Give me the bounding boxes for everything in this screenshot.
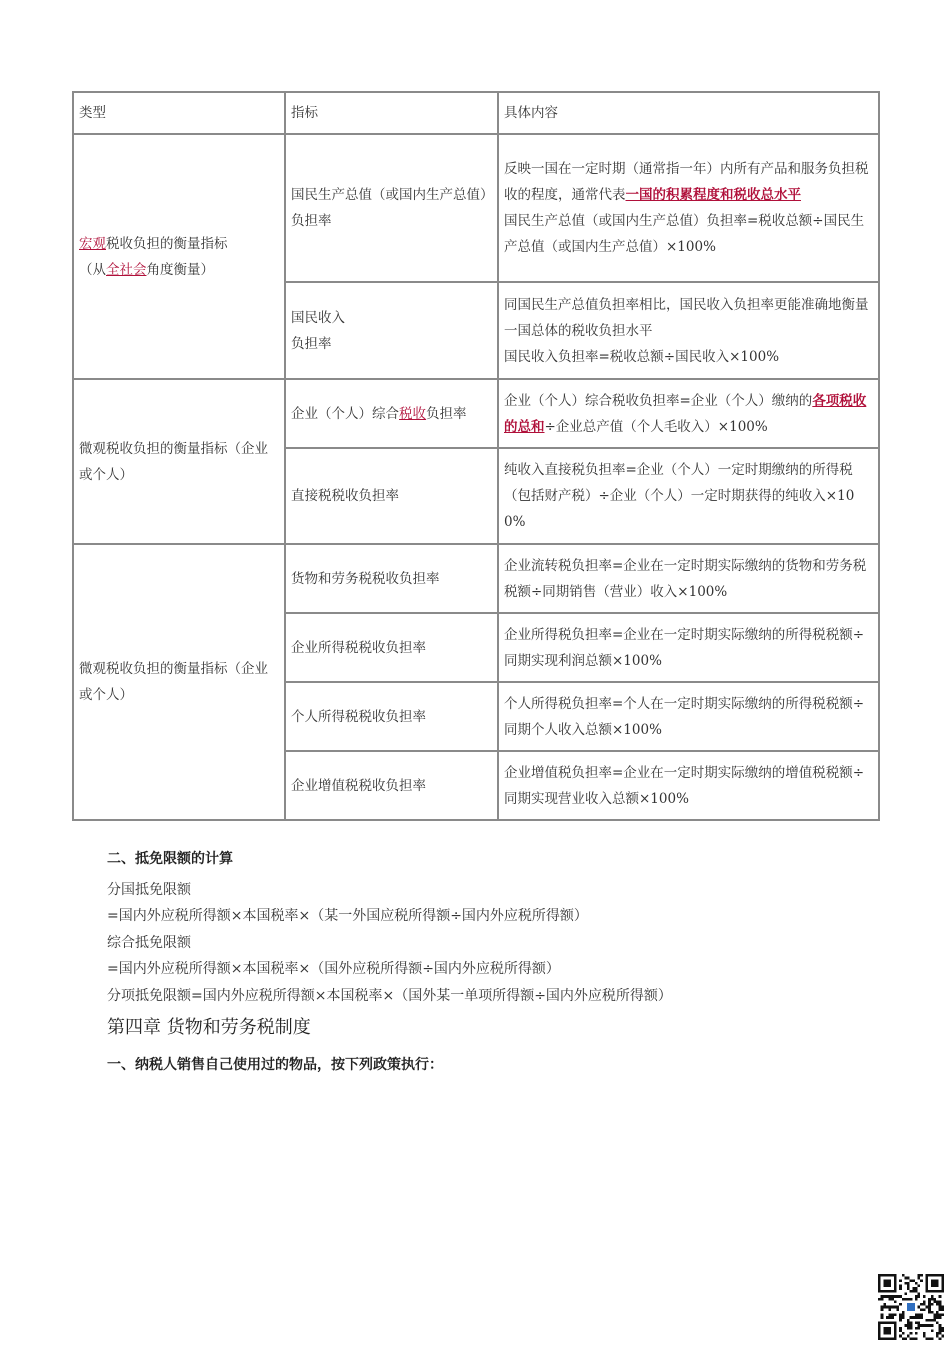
header-indicator: 指标 (285, 92, 498, 134)
composite-indicator-cell: 企业（个人）综合税收负担率 (285, 379, 498, 448)
header-type: 类型 (73, 92, 285, 134)
ni-formula: 国民收入负担率=税收总额÷国民收入×100% (504, 348, 780, 365)
ni-content-cell: 同国民生产总值负担率相比，国民收入负担率更能准确地衡量一国总体的税收负担水平 国民收入负担率=税收总额÷国民收入×100% (498, 282, 879, 379)
direct-indicator-cell: 直接税税收负担率 (285, 448, 498, 544)
table-row (73, 134, 879, 282)
vat-indicator-cell: 企业增值税税收负担率 (285, 751, 498, 820)
direct-content-cell: 纯收入直接税负担率=企业（个人）一定时期缴纳的所得税（包括财产税）÷企业（个人）一定时期获得的纯收入×100% (498, 448, 879, 544)
gnp-indicator-cell: 国民生产总值（或国内生产总值）负担率 (285, 134, 498, 282)
section-heading-credit-limit: 二、抵免限额的计算 (107, 851, 233, 867)
chapter-title: 第四章 货物和劳务税制度 (107, 1017, 311, 1038)
text-line: 综合抵免限额 (107, 935, 191, 951)
tax-burden-table (72, 91, 880, 821)
gnp-formula: 国民生产总值（或国内生产总值）负担率=税收总额÷国民生产总值（或国内生产总值）×100% (504, 213, 865, 255)
highlight-tax: 税收 (399, 405, 426, 422)
macro-type-cell: 宏观税收负担的衡量指标 （从全社会角度衡量） (73, 134, 285, 379)
corp-income-content-cell: 企业所得税负担率=企业在一定时期实际缴纳的所得税税额÷同期实现利润总额×100% (498, 613, 879, 682)
text-line: 分项抵免限额=国内外应税所得额×本国税率×（国外某一单项所得额÷国内外应税所得额） (107, 988, 672, 1004)
micro-type-cell-1: 微观税收负担的衡量指标（企业或个人） (73, 379, 285, 544)
personal-income-content-cell: 个人所得税负担率=个人在一定时期实际缴纳的所得税税额÷同期个人收入总额×100% (498, 682, 879, 751)
qr-code-icon (878, 1274, 944, 1340)
text-line: =国内外应税所得额×本国税率×（国外应税所得额÷国内外应税所得额） (107, 961, 560, 977)
text-line: =国内外应税所得额×本国税率×（某一外国应税所得额÷国内外应税所得额） (107, 908, 588, 924)
composite-content-cell: 企业（个人）综合税收负担率=企业（个人）缴纳的各项税收的总和÷企业总产值（个人毛收入）×100% (498, 379, 879, 448)
goods-content-cell: 企业流转税负担率=企业在一定时期实际缴纳的货物和劳务税税额÷同期销售（营业）收入×100% (498, 544, 879, 613)
highlight-accumulation: 一国的积累程度和税收总水平 (625, 187, 801, 203)
micro-type-cell-2: 微观税收负担的衡量指标（企业或个人） (73, 544, 285, 820)
highlight-total-taxes: 各项税收的总和 (504, 392, 867, 435)
personal-income-indicator-cell: 个人所得税税收负担率 (285, 682, 498, 751)
ni-indicator-cell: 国民收入 负担率 (285, 282, 498, 379)
header-content: 具体内容 (498, 92, 879, 134)
table-row (73, 544, 879, 613)
highlight-macro: 宏观 (79, 235, 106, 252)
corp-income-indicator-cell: 企业所得税税收负担率 (285, 613, 498, 682)
text-line: 分国抵免限额 (107, 882, 191, 898)
table-row (73, 379, 879, 448)
highlight-whole-society: 全社会 (106, 261, 147, 278)
gnp-content-cell: 反映一国在一定时期（通常指一年）内所有产品和服务负担税收的程度，通常代表一国的积累程度和税收总水平 国民生产总值（或国内生产总值）负担率=税收总额÷国民生产总值（或国内生产总值）×100% (498, 134, 879, 282)
vat-content-cell: 企业增值税负担率=企业在一定时期实际缴纳的增值税税额÷同期实现营业收入总额×100% (498, 751, 879, 820)
section-heading-used-goods: 一、纳税人销售自己使用过的物品，按下列政策执行： (107, 1057, 443, 1073)
table-header-row (73, 92, 879, 134)
goods-indicator-cell: 货物和劳务税税收负担率 (285, 544, 498, 613)
